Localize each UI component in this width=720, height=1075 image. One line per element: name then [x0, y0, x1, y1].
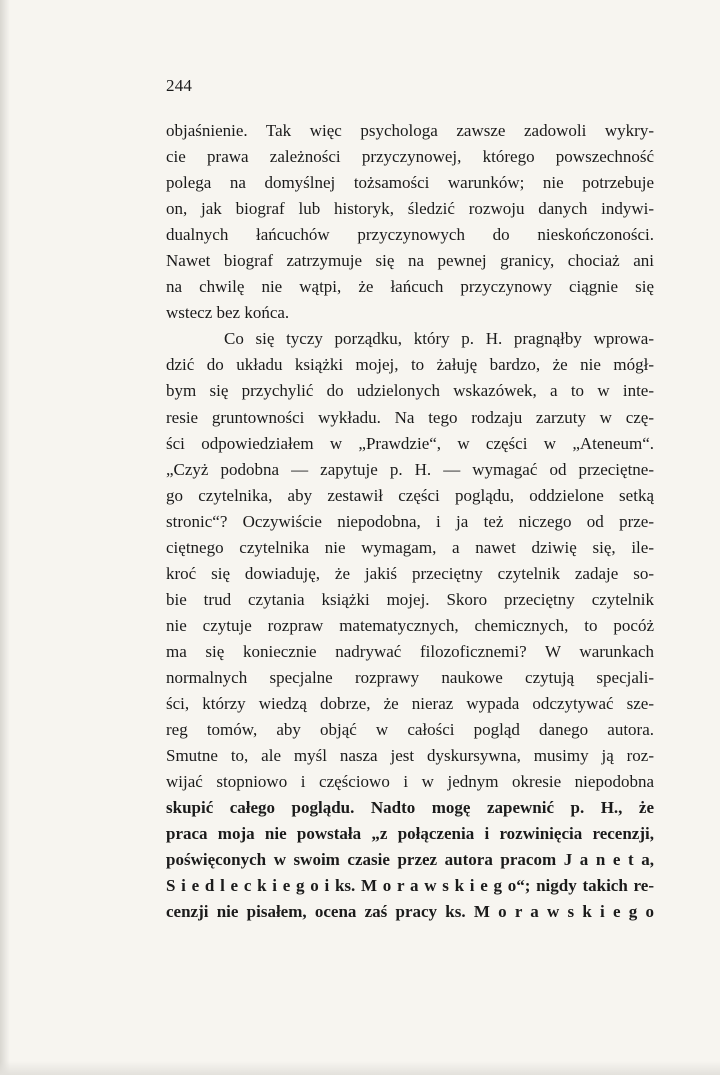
text-line: skupić całego poglądu. Nadto mogę zapewnić p. H., że: [166, 798, 654, 818]
page-number: 244: [166, 76, 193, 95]
text-line: ści, którzy wiedzą dobrze, że nieraz wypada odczytywać sze-: [166, 694, 654, 714]
text-line: on, jak biograf lub historyk, śledzić rozwoju danych indywi-: [166, 199, 654, 219]
text-line: objaśnienie. Tak więc psychologa zawsze zadowoli wykry-: [166, 121, 654, 140]
text-line: na chwilę nie wątpi, że łańcuch przyczynowy ciągnie się: [166, 277, 654, 297]
text-line: cenzji nie pisałem, ocena zaś pracy ks. M o r a w s k i e g o: [166, 902, 654, 922]
text-line: dualnych łańcuchów przyczynowych do nieskończoności.: [166, 225, 654, 245]
text-line: Smutne to, ale myśl nasza jest dyskursywna, musimy ją roz-: [166, 746, 654, 766]
text-line: S i e d l e c k i e g o i ks. M o r a w s k i e g o“; nigdy takich re-: [166, 876, 654, 896]
text-line: normalnych specjalne rozprawy naukowe czytują specjali-: [166, 667, 654, 687]
text-line: poświęconych w swoim czasie przez autora pracom J a n e t a,: [166, 850, 654, 870]
text-line: reg tomów, aby objąć w całości pogląd danego autora.: [166, 720, 654, 740]
text-line-paragraph-end: wstecz bez końca.: [166, 303, 290, 323]
text-line: ma się koniecznie nadrywać filozoficznemi? W warunkach: [166, 641, 654, 661]
text-line: nie czytuje rozpraw matematycznych, chemicznych, to pocóż: [166, 615, 654, 635]
text-line: cie prawa zależności przyczynowej, którego powszechność: [166, 147, 654, 167]
page-bottom-shadow: [0, 1061, 720, 1075]
text-line: bie trud czytania książki mojej. Skoro przeciętny czytelnik: [166, 589, 654, 609]
text-line: Nawet biograf zatrzymuje się na pewnej granicy, chociaż ani: [166, 251, 654, 271]
text-line: stronic“? Oczywiście niepodobna, i ja też niczego od prze-: [166, 511, 654, 531]
text-line: bym się przychylić do udzielonych wskazówek, a to w inte-: [166, 381, 654, 401]
text-line: resie gruntowności wykładu. Na tego rodzaju zarzuty w czę-: [166, 407, 654, 427]
text-line: „Czyż podobna — zapytuje p. H. — wymagać od przeciętne-: [166, 459, 654, 479]
text-line: go czytelnika, aby zestawił części poglądu, oddzielone setką: [166, 485, 654, 505]
text-line: wijać stopniowo i częściowo i w jednym okresie niepodobna: [166, 772, 654, 792]
text-line: kroć się dowiaduję, że jakiś przeciętny czytelnik zadaje so-: [166, 563, 654, 583]
text-line: ciętnego czytelnika nie wymagam, a nawet dziwię się, ile-: [166, 537, 654, 557]
text-line-paragraph-start: Co się tyczy porządku, który p. H. pragnąłby wprowa-: [224, 329, 654, 349]
text-line: ści odpowiedziałem w „Prawdzie“, w części w „Ateneum“.: [166, 433, 654, 453]
text-line: praca moja nie powstała „z połączenia i rozwinięcia recenzji,: [166, 824, 654, 844]
page-body-text: [166, 118, 654, 925]
text-line: dzić do układu książki mojej, to żałuję bardzo, że nie mógł-: [166, 355, 654, 375]
text-line: polega na domyślnej tożsamości warunków; nie potrzebuje: [166, 173, 654, 193]
page-edge-shadow: [0, 0, 10, 1075]
